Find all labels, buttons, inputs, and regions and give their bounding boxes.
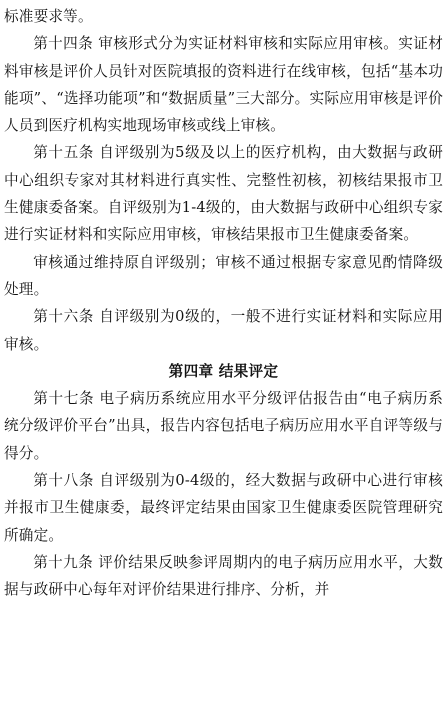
paragraph-article-15: 第十五条 自评级别为5级及以上的医疗机构，由大数据与政研中心组织专家对其材料进行真实性、完整性初核，初核结果报市卫生健康委备案。自评级别为1-4级的，由大数据与政研中心组织专家进行实证材料和实际应用审核，审核结果报市卫生健康委备案。 xyxy=(4,144,443,244)
paragraph-audit-result: 审核通过维持原自评级别；审核不通过根据专家意见酌情降级处理。 xyxy=(4,253,443,298)
paragraph-article-17: 第十七条 电子病历系统应用水平分级评估报告由“电子病历系统分级评价平台”出具，报告内容包括电子病历应用水平自评等级与得分。 xyxy=(4,390,443,462)
paragraphs-before xyxy=(4,3,443,358)
paragraph-article-19: 第十九条 评价结果反映参评周期内的电子病历应用水平，大数据与政研中心每年对评价结果进行排序、分析，并 xyxy=(4,553,443,599)
chapter-heading: 第四章 结果评定 xyxy=(168,362,279,380)
paragraph-article-18: 第十八条 自评级别为0-4级的，经大数据与政研中心进行审核并报市卫生健康委，最终评定结果由国家卫生健康委医院管理研究所确定。 xyxy=(4,472,443,544)
paragraph: 标准要求等。 xyxy=(4,8,93,25)
paragraph-article-14: 第十四条 审核形式分为实证材料审核和实际应用审核。实证材料审核是评价人员针对医院填报的资料进行在线审核，包括“基本功能项”、“选择功能项”和“数据质量”三大部分。实际应用审核是评价人员到医疗机构实地现场审核或线上审核。 xyxy=(4,35,443,135)
paragraph-article-16: 第十六条 自评级别为0级的，一般不进行实证材料和实际应用审核。 xyxy=(4,308,443,353)
paragraphs-after xyxy=(4,385,443,603)
